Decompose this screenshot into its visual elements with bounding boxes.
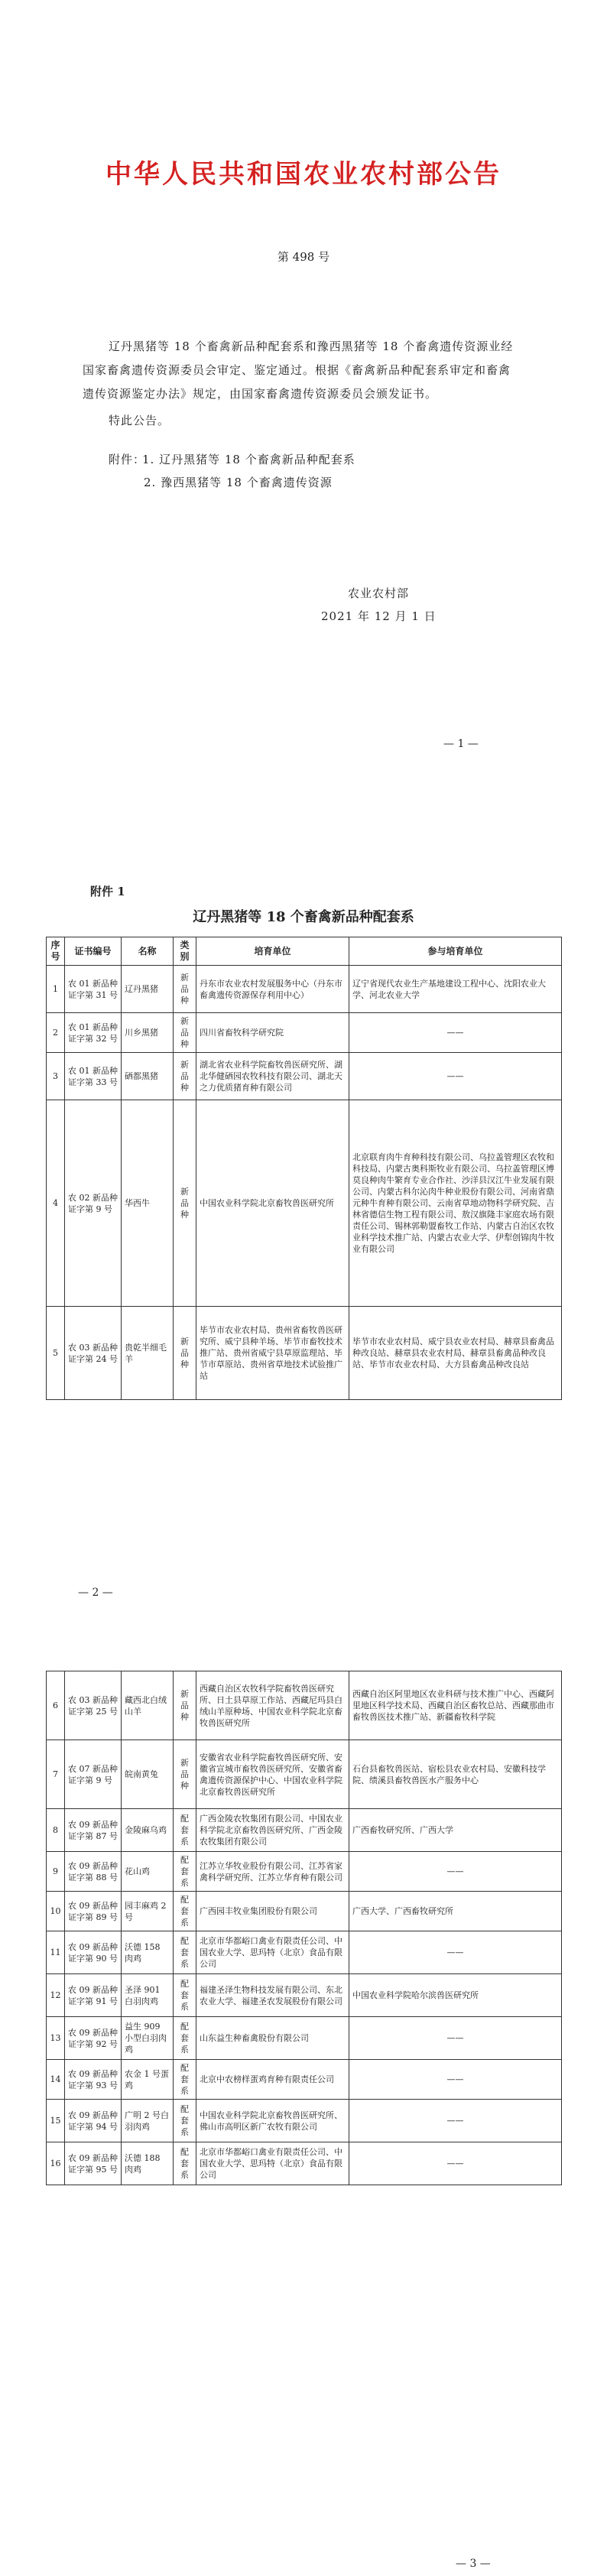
cell-partner: —— bbox=[349, 1931, 562, 1974]
cell-partner: 广西畜牧研究所、广西大学 bbox=[349, 1809, 562, 1852]
page-number: — 2 — bbox=[78, 1587, 113, 1599]
cell-name: 皖南黄兔 bbox=[122, 1740, 174, 1809]
document-number: 第 498 号 bbox=[277, 250, 330, 264]
cell-name: 川乡黑猪 bbox=[122, 1013, 174, 1053]
cell-cert: 农 09 新品种证字第 89 号 bbox=[65, 1892, 122, 1931]
cell-cert: 农 01 新品种证字第 32 号 bbox=[65, 1013, 122, 1053]
table-row bbox=[47, 1852, 562, 1892]
sign-date: 2021 年 12 月 1 日 bbox=[321, 609, 437, 623]
cell-unit: 广西金陵农牧集团有限公司、中国农业科学院北京畜牧兽医研究所、广西金陵农牧集团有限公司 bbox=[196, 1809, 349, 1852]
cell-unit: 福建圣泽生物科技发展有限公司、东北农业大学、福建圣农发展股份有限公司 bbox=[196, 1974, 349, 2017]
cell-partner: 石台县畜牧兽医站、宿松县农业农村局、安徽科技学院、绩溪县畜牧兽医水产服务中心 bbox=[349, 1740, 562, 1809]
cell-unit: 中国农业科学院北京畜牧兽医研究所、佛山市高明区新广农牧有限公司 bbox=[196, 2100, 349, 2142]
cell-name: 贵乾半细毛羊 bbox=[122, 1307, 174, 1400]
annex-title: 辽丹黑猪等 18 个畜禽新品种配套系 bbox=[193, 909, 414, 925]
cell-no: 7 bbox=[47, 1740, 65, 1809]
table-row bbox=[47, 1671, 562, 1740]
cell-partner: 毕节市农业农村局、威宁县农业农村局、赫章县畜禽品种改良站、赫章县农业农村局、赫章县畜禽品种改良站、毕节市农业农村局、大方县畜禽品种改良站 bbox=[349, 1307, 562, 1400]
cell-no: 10 bbox=[47, 1892, 65, 1931]
cell-unit: 北京中农榜样蛋鸡育种有限责任公司 bbox=[196, 2060, 349, 2100]
cell-name: 华西牛 bbox=[122, 1100, 174, 1307]
cell-partner: —— bbox=[349, 2060, 562, 2100]
cell-no: 11 bbox=[47, 1931, 65, 1974]
cell-partner: 北京联育肉牛育种科技有限公司、乌拉盖管理区农牧和科技局、内蒙古奥科斯牧业有限公司、乌拉盖管理区博莫良种肉牛繁育专业合作社、沙洋县汉江牛业发展有限公司、内蒙古科尔沁肉牛种业股份有限公司、河南省鼎元种牛育种有限公司、云南省草地动物科学研究院、吉林省德信生物工程有限公司、敖汉旗隆丰家庭农场有限责任公司、锡林郭勒盟畜牧工作站、内蒙古自治区农牧业科学技术推广站、内蒙古农业大学、伊犁创锦肉牛牧业有限公司 bbox=[349, 1100, 562, 1307]
page-number: — 1 — bbox=[443, 738, 479, 750]
cell-type: 新品种 bbox=[174, 1740, 196, 1809]
cell-no: 1 bbox=[47, 966, 65, 1013]
cell-partner: 广西大学、广西畜牧研究所 bbox=[349, 1892, 562, 1931]
cell-partner: 辽宁省现代农业生产基地建设工程中心、沈阳农业大学、河北农业大学 bbox=[349, 966, 562, 1013]
cell-no: 5 bbox=[47, 1307, 65, 1400]
cell-name: 农金 1 号蛋鸡 bbox=[122, 2060, 174, 2100]
cell-partner: —— bbox=[349, 1013, 562, 1053]
cell-type: 配套系 bbox=[174, 2100, 196, 2142]
cell-name: 辽丹黑猪 bbox=[122, 966, 174, 1013]
cell-unit: 北京市华都峪口禽业有限责任公司、中国农业大学、思玛特（北京）食品有限公司 bbox=[196, 1931, 349, 1974]
cell-type: 配套系 bbox=[174, 2060, 196, 2100]
body-paragraph: 辽丹黑猪等 18 个畜禽新品种配套系和豫西黑猪等 18 个畜禽遗传资源业经国家畜禽遗传资源委员会审定、鉴定通过。根据《畜禽新品种配套系审定和畜禽遗传资源鉴定办法》规定，由国家畜禽遗传资源委员会颁发证书。 bbox=[83, 339, 514, 401]
table-row bbox=[47, 1809, 562, 1852]
cell-no: 6 bbox=[47, 1671, 65, 1740]
table-row bbox=[47, 1931, 562, 1974]
cell-unit: 西藏自治区农牧科学院畜牧兽医研究所、日土县草原工作站、西藏尼玛县白绒山羊原种场、中国农业科学院北京畜牧兽医研究所 bbox=[196, 1671, 349, 1740]
cell-cert: 农 09 新品种证字第 88 号 bbox=[65, 1852, 122, 1892]
cell-cert: 农 07 新品种证字第 9 号 bbox=[65, 1740, 122, 1809]
cell-no: 9 bbox=[47, 1852, 65, 1892]
cell-no: 3 bbox=[47, 1053, 65, 1100]
table-row bbox=[47, 1013, 562, 1053]
table-header-row bbox=[47, 937, 562, 966]
cell-unit: 北京市华都峪口禽业有限责任公司、中国农业大学、思玛特（北京）食品有限公司 bbox=[196, 2142, 349, 2185]
table-row bbox=[47, 1100, 562, 1307]
cell-cert: 农 02 新品种证字第 9 号 bbox=[65, 1100, 122, 1307]
breeds-table-part-1 bbox=[46, 937, 562, 1400]
cell-type: 配套系 bbox=[174, 1852, 196, 1892]
attachment-2: 2. 豫西黑猪等 18 个畜禽遗传资源 bbox=[144, 476, 333, 489]
cell-partner: —— bbox=[349, 1053, 562, 1100]
table-row bbox=[47, 1053, 562, 1100]
attachment-1: 1. 辽丹黑猪等 18 个畜禽新品种配套系 bbox=[142, 453, 355, 466]
table-row bbox=[47, 2100, 562, 2142]
cell-type: 新品种 bbox=[174, 966, 196, 1013]
cell-unit: 湖北省农业科学院畜牧兽医研究所、湖北华健硒园农牧科技有限公司、湖北天之力优质猪育种有限公司 bbox=[196, 1053, 349, 1100]
cell-cert: 农 09 新品种证字第 91 号 bbox=[65, 1974, 122, 2017]
cell-cert: 农 09 新品种证字第 90 号 bbox=[65, 1931, 122, 1974]
cell-partner: —— bbox=[349, 2142, 562, 2185]
header-cert: 证书编号 bbox=[65, 937, 122, 966]
cell-unit: 中国农业科学院北京畜牧兽医研究所 bbox=[196, 1100, 349, 1307]
table-row bbox=[47, 1740, 562, 1809]
cell-no: 15 bbox=[47, 2100, 65, 2142]
cell-cert: 农 09 新品种证字第 87 号 bbox=[65, 1809, 122, 1852]
cell-name: 沃德 188 肉鸡 bbox=[122, 2142, 174, 2185]
page-number: — 3 — bbox=[456, 2558, 491, 2570]
cell-unit: 安徽省农业科学院畜牧兽医研究所、安徽省宣城市畜牧兽医研究所、安徽省畜禽遗传资源保护中心、中国农业科学院北京畜牧兽医研究所 bbox=[196, 1740, 349, 1809]
table-row bbox=[47, 1307, 562, 1400]
cell-cert: 农 09 新品种证字第 94 号 bbox=[65, 2100, 122, 2142]
cell-type: 配套系 bbox=[174, 2017, 196, 2060]
cell-partner: —— bbox=[349, 1852, 562, 1892]
header-name: 名称 bbox=[122, 937, 174, 966]
cell-name: 圣泽 901 白羽肉鸡 bbox=[122, 1974, 174, 2017]
cell-name: 花山鸡 bbox=[122, 1852, 174, 1892]
cell-no: 12 bbox=[47, 1974, 65, 2017]
cell-partner: 中国农业科学院哈尔滨兽医研究所 bbox=[349, 1974, 562, 2017]
cell-name: 藏西北白绒山羊 bbox=[122, 1671, 174, 1740]
cell-type: 配套系 bbox=[174, 2142, 196, 2185]
header-partner: 参与培育单位 bbox=[349, 937, 562, 966]
signer: 农业农村部 bbox=[348, 586, 410, 600]
cell-partner: —— bbox=[349, 2100, 562, 2142]
table-row bbox=[47, 2142, 562, 2185]
cell-name: 沃德 158 肉鸡 bbox=[122, 1931, 174, 1974]
cell-no: 13 bbox=[47, 2017, 65, 2060]
cell-type: 配套系 bbox=[174, 1892, 196, 1931]
cell-type: 新品种 bbox=[174, 1013, 196, 1053]
cell-partner: 西藏自治区阿里地区农业科研与技术推广中心、西藏阿里地区科学技术局、西藏自治区畜牧总站、西藏那曲市畜牧兽医技术推广站、新疆畜牧科学院 bbox=[349, 1671, 562, 1740]
cell-cert: 农 09 新品种证字第 92 号 bbox=[65, 2017, 122, 2060]
cell-no: 4 bbox=[47, 1100, 65, 1307]
cell-cert: 农 09 新品种证字第 95 号 bbox=[65, 2142, 122, 2185]
cell-type: 新品种 bbox=[174, 1671, 196, 1740]
cell-name: 园丰麻鸡 2 号 bbox=[122, 1892, 174, 1931]
table-row bbox=[47, 1892, 562, 1931]
table-row bbox=[47, 1974, 562, 2017]
breeds-table-part-2 bbox=[46, 1671, 562, 2185]
cell-name: 硒都黑猪 bbox=[122, 1053, 174, 1100]
annex-label: 附件 1 bbox=[90, 885, 125, 898]
cell-cert: 农 01 新品种证字第 33 号 bbox=[65, 1053, 122, 1100]
cell-type: 新品种 bbox=[174, 1053, 196, 1100]
table-row bbox=[47, 966, 562, 1013]
attachment-label: 附件： bbox=[109, 453, 146, 466]
cell-name: 广明 2 号白羽肉鸡 bbox=[122, 2100, 174, 2142]
cell-cert: 农 01 新品种证字第 31 号 bbox=[65, 966, 122, 1013]
announcement-body bbox=[83, 335, 522, 406]
announcement-title: 中华人民共和国农业农村部公告 bbox=[105, 159, 502, 190]
cell-unit: 毕节市农业农村局、贵州省畜牧兽医研究所、威宁县种羊场、毕节市畜牧技术推广站、贵州省威宁县草原监理站、毕节市草原站、贵州省草地技术试验推广站 bbox=[196, 1307, 349, 1400]
cell-unit: 广西园丰牧业集团股份有限公司 bbox=[196, 1892, 349, 1931]
cell-type: 新品种 bbox=[174, 1307, 196, 1400]
cell-unit: 丹东市农业农村发展服务中心（丹东市畜禽遗传资源保存利用中心） bbox=[196, 966, 349, 1013]
cell-type: 配套系 bbox=[174, 1974, 196, 2017]
table-row bbox=[47, 2060, 562, 2100]
cell-partner: —— bbox=[349, 2017, 562, 2060]
header-unit: 培育单位 bbox=[196, 937, 349, 966]
cell-name: 金陵麻乌鸡 bbox=[122, 1809, 174, 1852]
header-type: 类别 bbox=[174, 937, 196, 966]
cell-unit: 山东益生种畜禽股份有限公司 bbox=[196, 2017, 349, 2060]
cell-no: 8 bbox=[47, 1809, 65, 1852]
cell-no: 14 bbox=[47, 2060, 65, 2100]
cell-type: 新品种 bbox=[174, 1100, 196, 1307]
cell-cert: 农 09 新品种证字第 93 号 bbox=[65, 2060, 122, 2100]
cell-name: 益生 909 小型白羽肉鸡 bbox=[122, 2017, 174, 2060]
cell-unit: 四川省畜牧科学研究院 bbox=[196, 1013, 349, 1053]
table-row bbox=[47, 2017, 562, 2060]
cell-type: 配套系 bbox=[174, 1931, 196, 1974]
cell-no: 2 bbox=[47, 1013, 65, 1053]
notice-text: 特此公告。 bbox=[109, 414, 170, 427]
cell-unit: 江苏立华牧业股份有限公司、江苏省家禽科学研究所、江苏立华育种有限公司 bbox=[196, 1852, 349, 1892]
cell-type: 配套系 bbox=[174, 1809, 196, 1852]
page-1 bbox=[0, 0, 607, 780]
header-no: 序号 bbox=[47, 937, 65, 966]
cell-no: 16 bbox=[47, 2142, 65, 2185]
cell-cert: 农 03 新品种证字第 24 号 bbox=[65, 1307, 122, 1400]
cell-cert: 农 03 新品种证字第 25 号 bbox=[65, 1671, 122, 1740]
